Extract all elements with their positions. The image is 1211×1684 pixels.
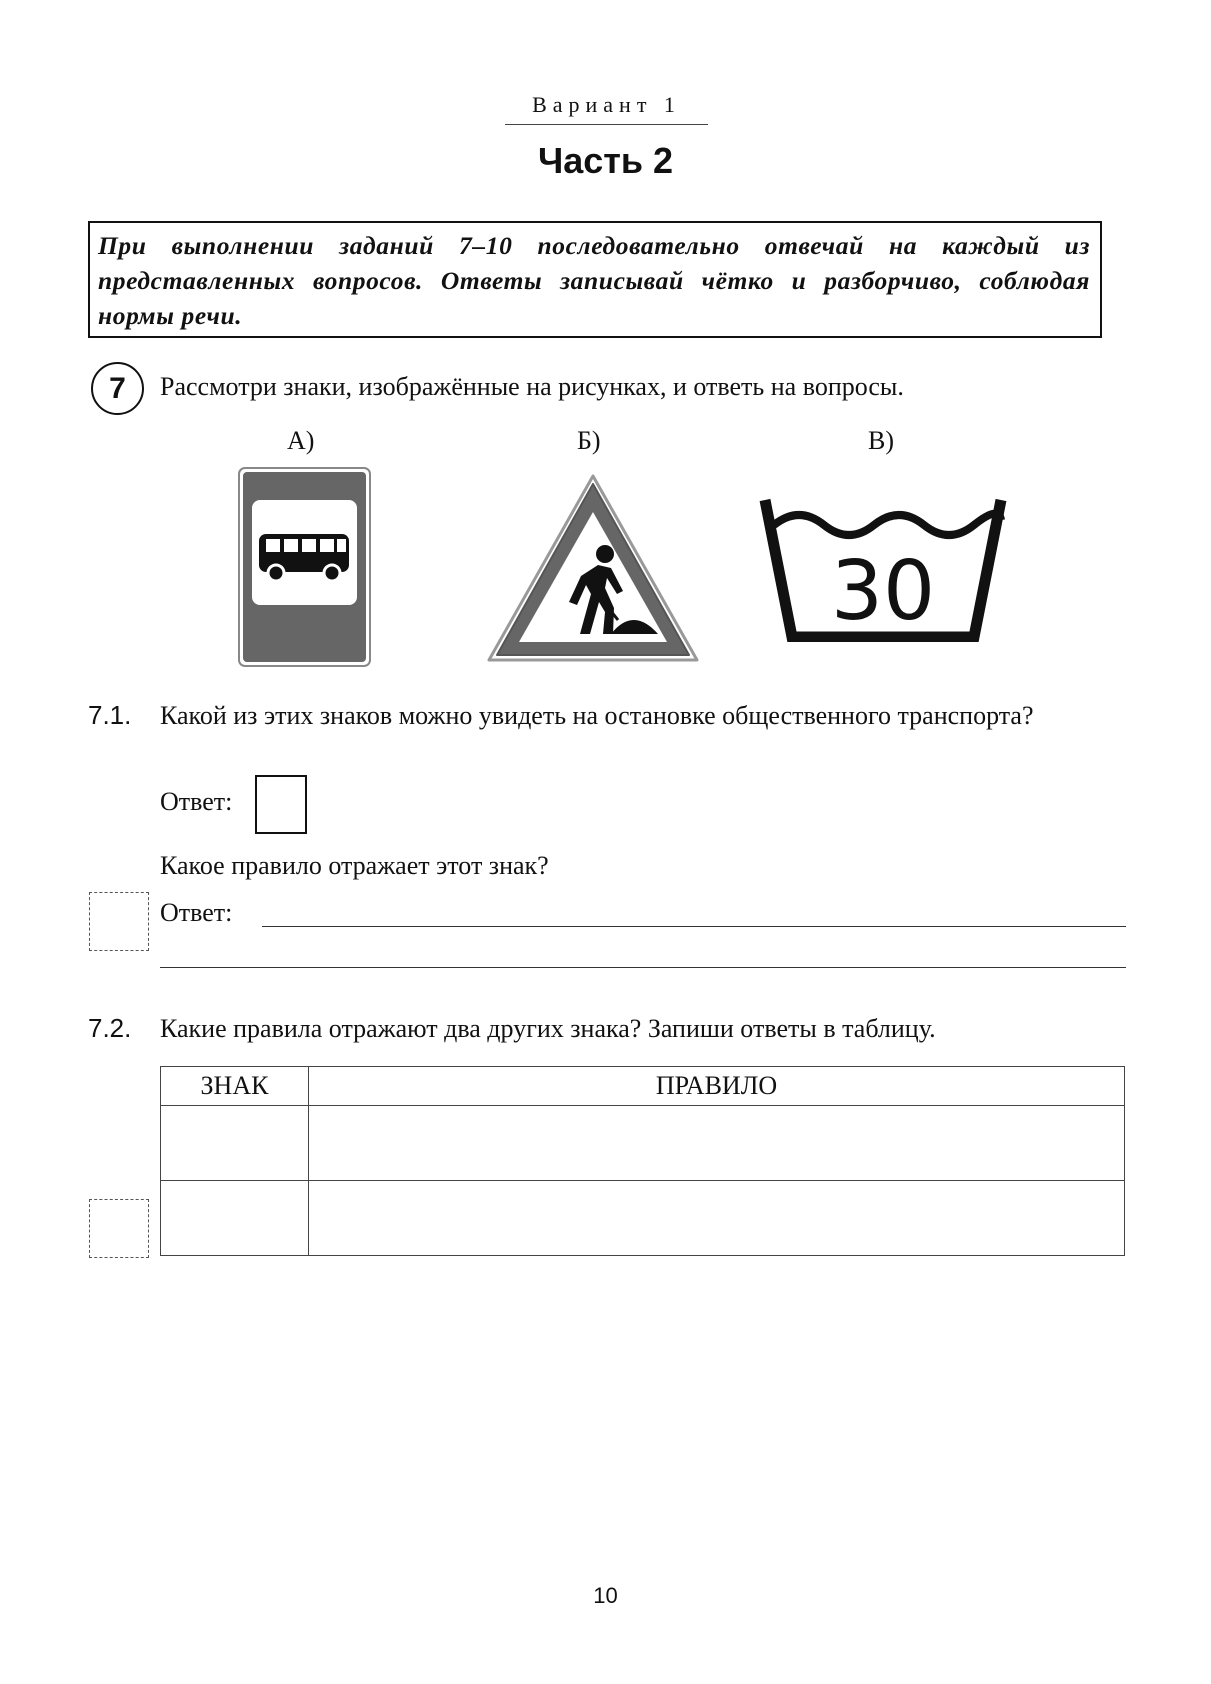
- answer-table: [160, 1066, 1125, 1256]
- wash-temperature-value: 30: [830, 544, 936, 639]
- score-box-7-1: [89, 892, 149, 951]
- figure-label-v: В): [868, 426, 894, 455]
- table-cell-sign[interactable]: [161, 1181, 309, 1256]
- table-header-rule: ПРАВИЛО: [309, 1067, 1125, 1106]
- instructions-box: При выполнении заданий 7–10 последовательно отвечай на каждый из представленных вопросов. Ответы записывай чётко и разборчиво, соблюдая нормы речи.: [88, 221, 1102, 338]
- bus-stop-sign-icon: [237, 466, 372, 668]
- task-number-badge: 7: [91, 362, 144, 415]
- table-cell-rule[interactable]: [309, 1106, 1125, 1181]
- table-row: [161, 1106, 1125, 1181]
- answer-line-1[interactable]: [262, 926, 1126, 927]
- road-works-sign-icon: [483, 470, 703, 668]
- figure-label-a: А): [287, 426, 315, 455]
- answer-letter-box[interactable]: [255, 775, 307, 834]
- score-box-7-2: [89, 1199, 149, 1258]
- table-header-sign: ЗНАК: [161, 1067, 309, 1106]
- page-number: 10: [593, 1583, 618, 1608]
- part-title: Часть 2: [537, 140, 674, 181]
- rule-question: Какое правило отражает этот знак?: [160, 851, 549, 880]
- variant-label: Вариант 1: [505, 92, 708, 125]
- question-text-7-2: Какие правила отражают два других знака? Запиши ответы в таблицу.: [160, 1014, 936, 1043]
- answer-label-1: Ответ:: [160, 787, 233, 816]
- figure-label-b: Б): [577, 426, 601, 455]
- wash-30-degrees-icon: [758, 492, 1008, 642]
- table-cell-rule[interactable]: [309, 1181, 1125, 1256]
- task-text: Рассмотри знаки, изображённые на рисунках, и ответь на вопросы.: [160, 372, 904, 401]
- question-number-7-1: 7.1.: [88, 700, 132, 730]
- question-number-7-2: 7.2.: [88, 1013, 132, 1043]
- table-row: [161, 1181, 1125, 1256]
- table-header-row: [161, 1067, 1125, 1106]
- question-text-7-1: Какой из этих знаков можно увидеть на остановке общественного транспорта?: [160, 701, 1034, 730]
- answer-line-2[interactable]: [160, 967, 1126, 968]
- table-cell-sign[interactable]: [161, 1106, 309, 1181]
- answer-label-2: Ответ:: [160, 898, 233, 927]
